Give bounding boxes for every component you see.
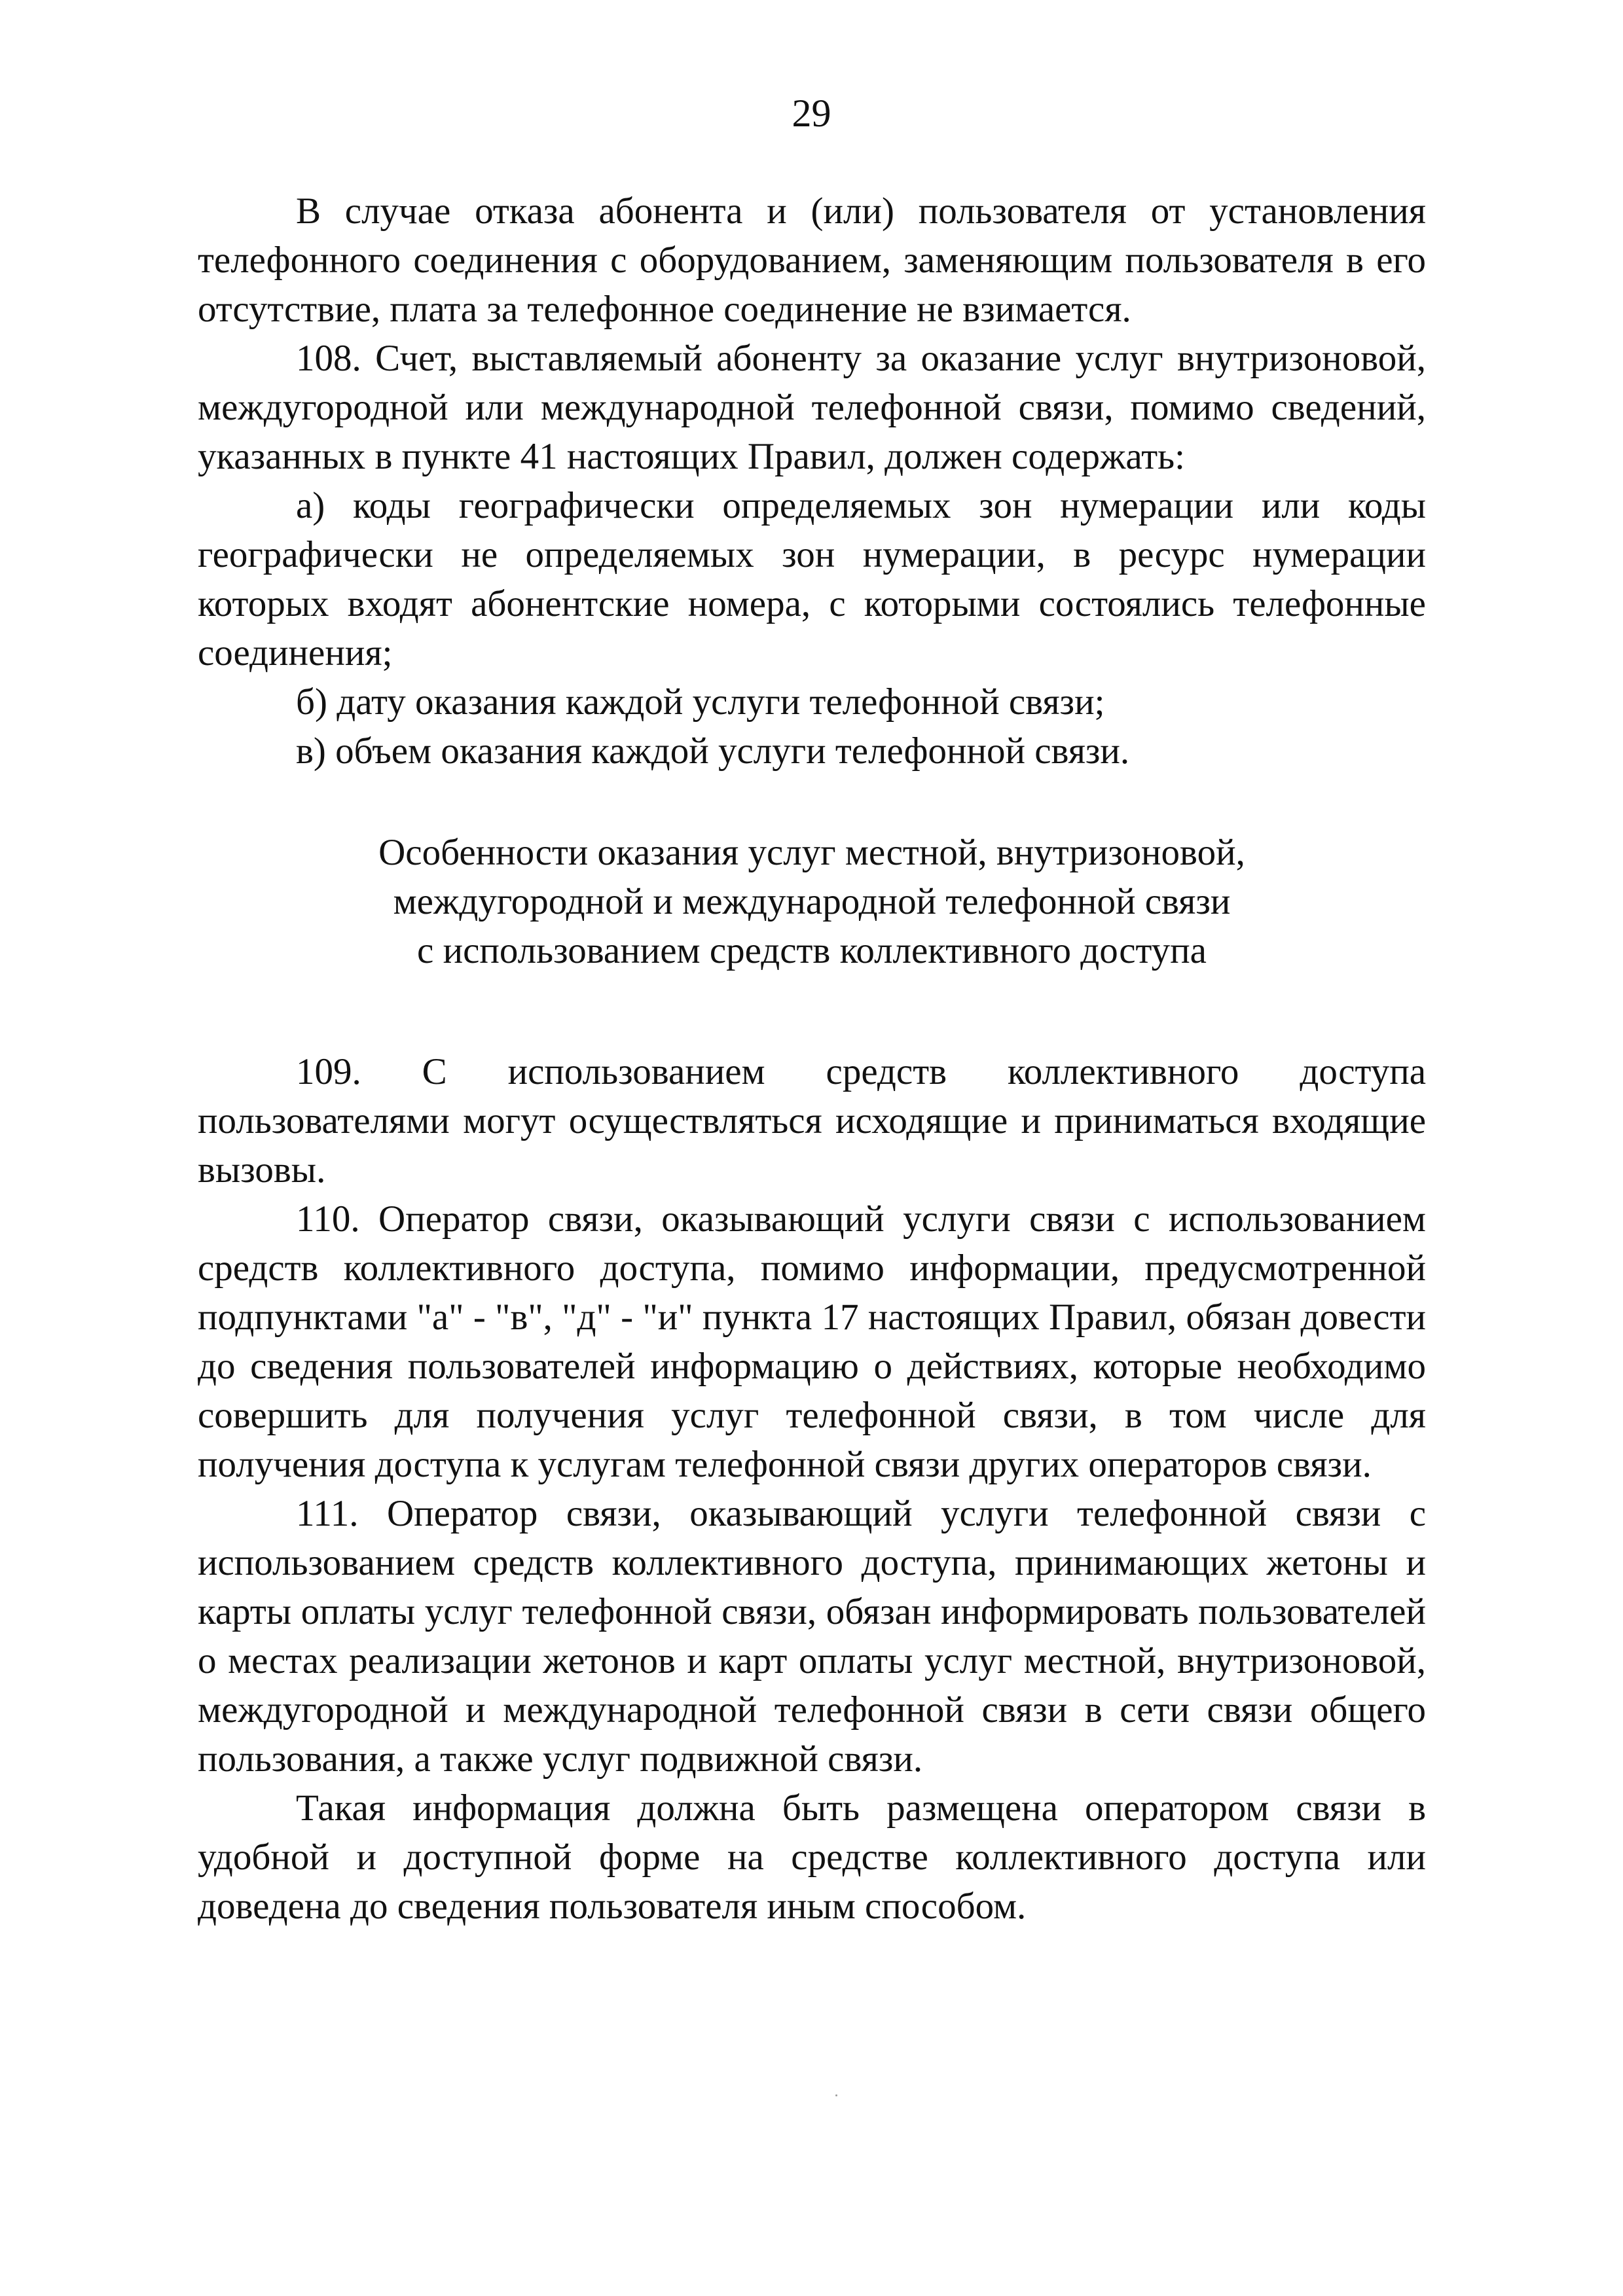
scan-speck [835, 2094, 837, 2096]
section-heading-line-2: междугородной и международной телефонной связи [393, 881, 1231, 922]
paragraph-108-item-a: а) коды географически определяемых зон нумерации или коды географически не определяемых зон нумерации, в ресурс нумерации которых входят абонентские номера, с которыми состоялись телефонные соединения; [198, 485, 1426, 673]
paragraph-109: 109. С использованием средств коллективного доступа пользователями могут осуществляться исходящие и приниматься входящие вызовы. [198, 1051, 1426, 1191]
document-body [198, 187, 1426, 1931]
section-heading [198, 828, 1426, 975]
paragraph-108-item-b: б) дату оказания каждой услуги телефонной связи; [296, 681, 1105, 723]
paragraph-refusal-no-charge: В случае отказа абонента и (или) пользователя от установления телефонного соединения с оборудованием, заменяющим пользователя в его отсутствие, плата за телефонное соединение не взимается. [198, 190, 1426, 330]
paragraph-108-item-v: в) объем оказания каждой услуги телефонной связи. [296, 730, 1130, 772]
section-heading-line-1: Особенности оказания услуг местной, внутризоновой, [378, 832, 1245, 873]
paragraph-info-placement: Такая информация должна быть размещена оператором связи в удобной и доступной форме на средстве коллективного доступа или доведена до сведения пользователя иным способом. [198, 1787, 1426, 1927]
section-heading-line-3: с использованием средств коллективного доступа [417, 930, 1207, 971]
paragraph-110: 110. Оператор связи, оказывающий услуги связи с использованием средств коллективного доступа, помимо информации, предусмотренной подпунктами "а" - "в", "д" - "и" пункта 17 настоящих Правил, обязан довести до сведения пользователей информацию о действиях, которые необходимо совершить для получения услуг телефонной связи, в том числе для получения доступа к услугам телефонной связи других операторов связи. [198, 1198, 1426, 1485]
paragraph-111: 111. Оператор связи, оказывающий услуги телефонной связи с использованием средств коллективного доступа, принимающих жетоны и карты оплаты услуг телефонной связи, обязан информировать пользователей о местах реализации жетонов и карт оплаты услуг местной, внутризоновой, междугородной и международной телефонной связи в сети связи общего пользования, а также услуг подвижной связи. [198, 1493, 1426, 1780]
page-number: 29 [792, 92, 831, 135]
paragraph-108: 108. Счет, выставляемый абоненту за оказание услуг внутризоновой, междугородной или международной телефонной связи, помимо сведений, указанных в пункте 41 настоящих Правил, должен содержать: [198, 338, 1426, 477]
